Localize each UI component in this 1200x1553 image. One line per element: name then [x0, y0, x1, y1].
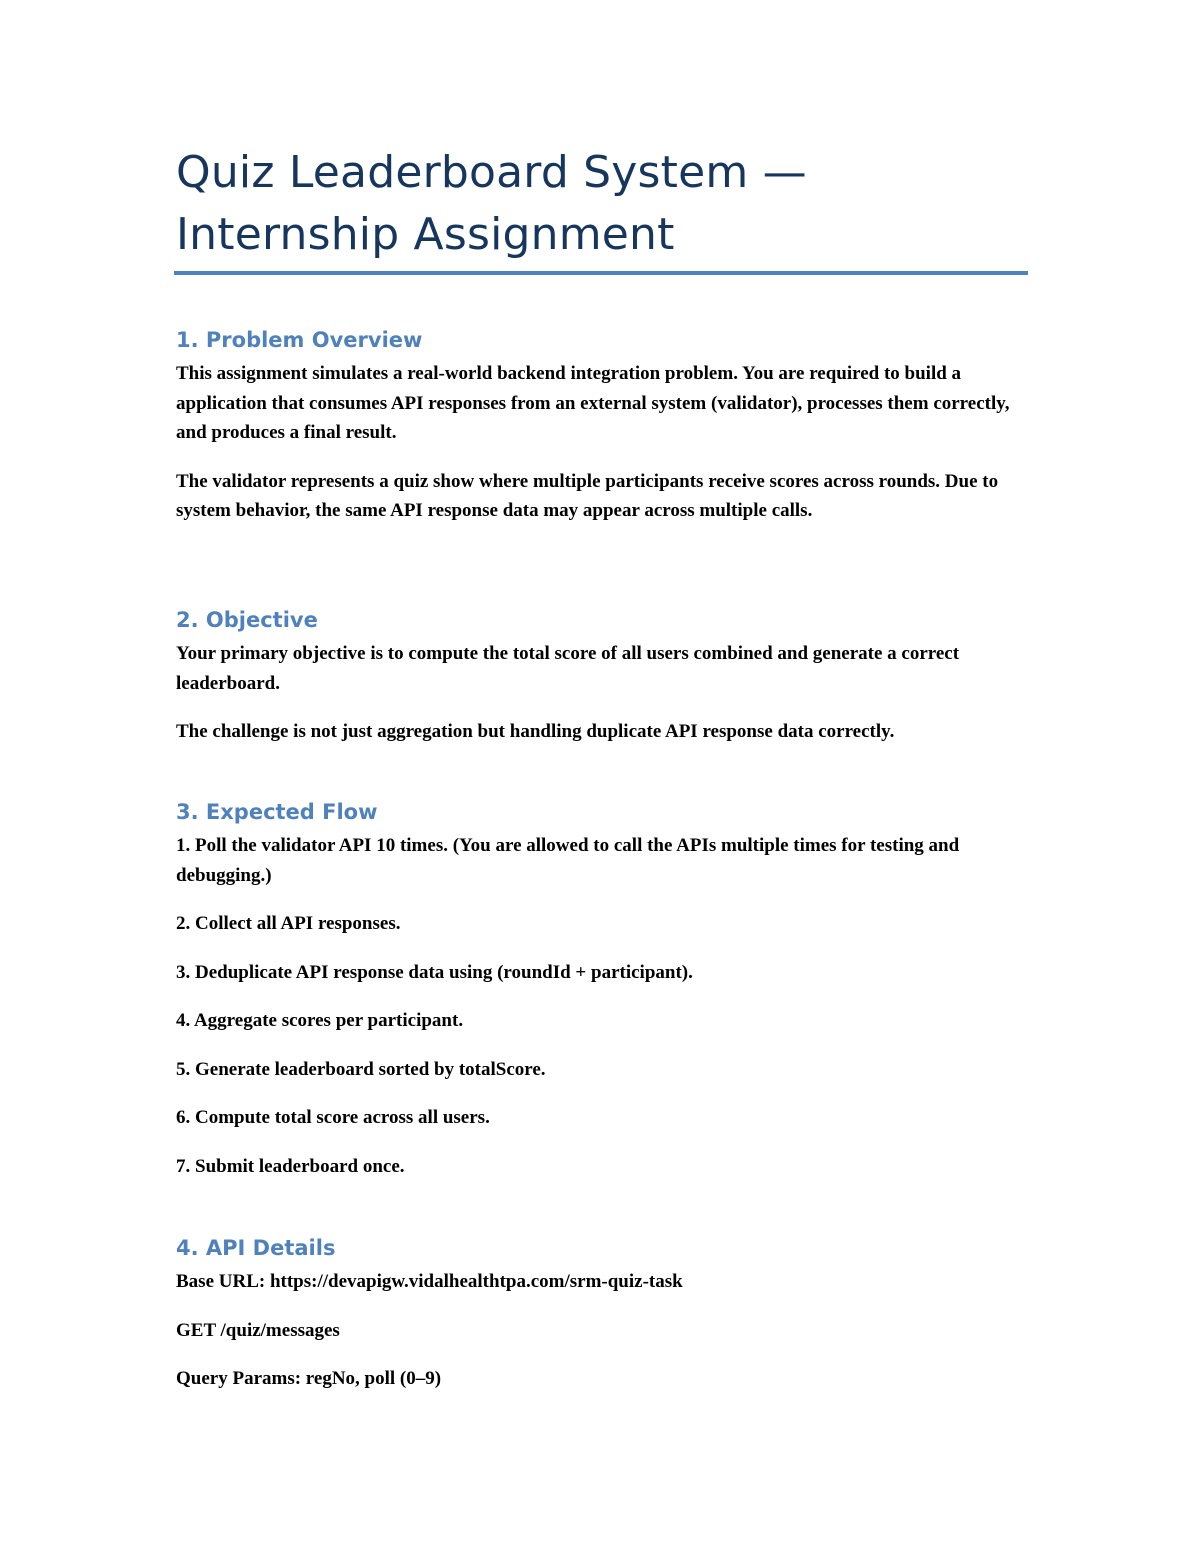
section-heading: 4. API Details [176, 1236, 336, 1260]
section-heading: 1. Problem Overview [176, 328, 423, 352]
flow-step: 3. Deduplicate API response data using (roundId + participant). [176, 961, 693, 983]
paragraph: Your primary objective is to compute the total score of all users combined and generate a correct leaderboard. [176, 643, 960, 694]
paragraph: The validator represents a quiz show where multiple participants receive scores across rounds. Due to system behavior, the same API response data may appear across multiple calls. [176, 470, 999, 521]
flow-step: 5. Generate leaderboard sorted by totalScore. [176, 1058, 546, 1080]
section-heading: 2. Objective [176, 608, 318, 632]
document-page [176, 0, 1028, 1553]
api-base-url: Base URL: https://devapigw.vidalhealthtpa.com/srm-quiz-task [176, 1271, 683, 1292]
flow-step: 4. Aggregate scores per participant. [176, 1010, 464, 1031]
section-expected-flow [176, 797, 1028, 1200]
flow-step: 6. Compute total score across all users. [176, 1107, 490, 1128]
section-api-details [176, 1233, 1028, 1413]
flow-step: 7. Submit leaderboard once. [176, 1155, 405, 1177]
section-heading: 3. Expected Flow [176, 800, 378, 824]
section-problem-overview [176, 325, 1028, 545]
api-endpoint: GET /quiz/messages [176, 1319, 340, 1341]
title-divider [174, 271, 1028, 275]
flow-step: 2. Collect all API responses. [176, 913, 401, 934]
section-objective [176, 605, 1028, 766]
flow-step: 1. Poll the validator API 10 times. (You are allowed to call the APIs multiple times for testing and debugging.) [176, 835, 960, 886]
document-title: Quiz Leaderboard System — Internship Assignment [176, 147, 807, 260]
paragraph: This assignment simulates a real-world backend integration problem. You are required to build a application that consumes API responses from an external system (validator), processes them correctly, and produces a final result. [176, 363, 1010, 443]
paragraph: The challenge is not just aggregation but handling duplicate API response data correctly. [176, 721, 895, 742]
api-query-params: Query Params: regNo, poll (0–9) [176, 1368, 442, 1389]
